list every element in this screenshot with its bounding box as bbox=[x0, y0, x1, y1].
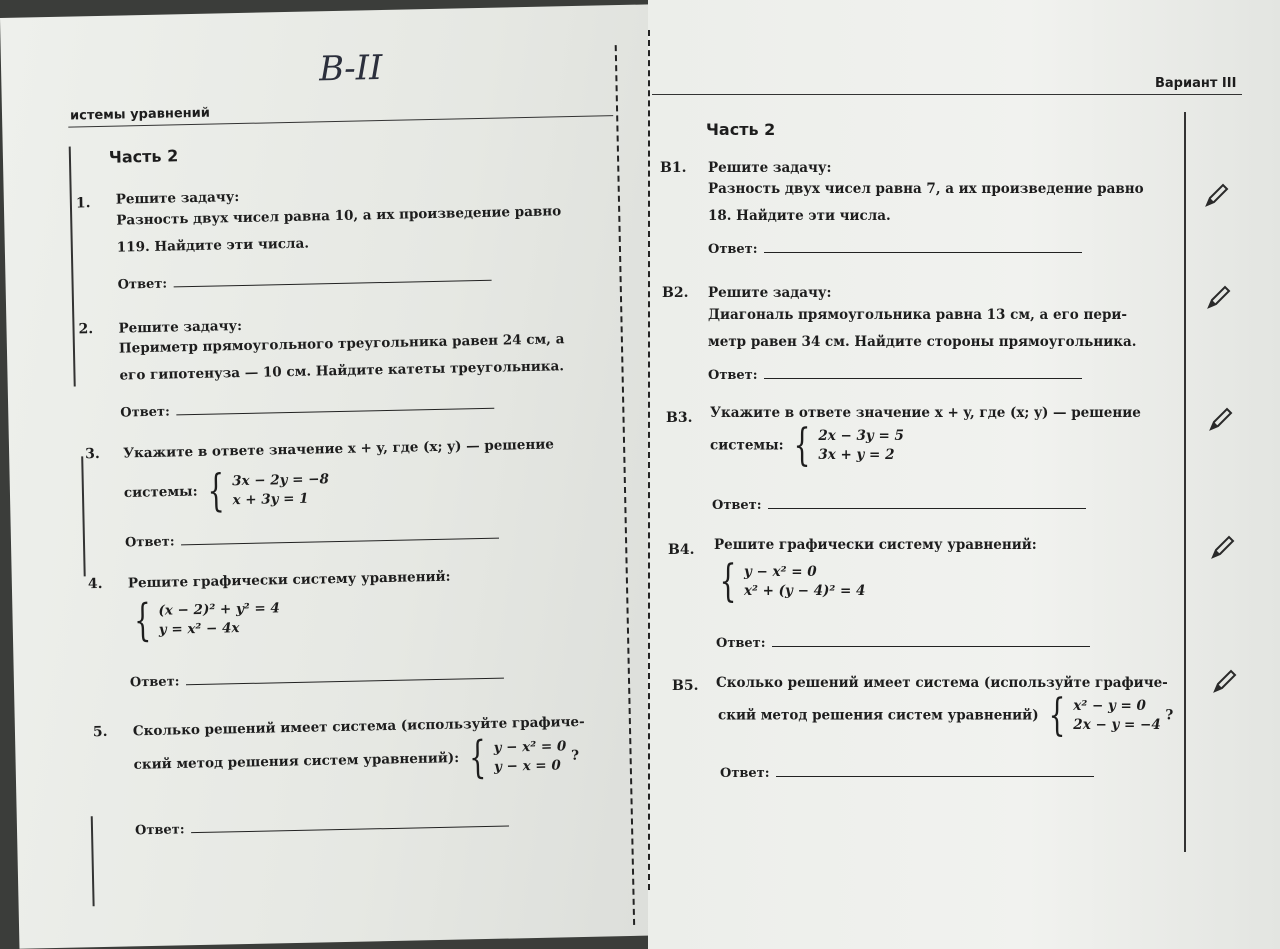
answer-line[interactable] bbox=[190, 816, 508, 834]
task-line: 18. Найдите эти числа. bbox=[708, 208, 891, 224]
task-number: B4. bbox=[668, 542, 695, 558]
task-line: Диагональ прямоугольника равна 13 см, а его пери- bbox=[708, 307, 1128, 323]
answer-line[interactable] bbox=[764, 242, 1082, 253]
right-task-b1-text bbox=[708, 176, 1144, 230]
left-task-3-title: Укажите в ответе значение x + y, где (x; y) — решение bbox=[122, 436, 555, 462]
equation: (x − 2)² + y² = 4 bbox=[158, 600, 281, 619]
left-task-1-title: Решите задачу: bbox=[115, 189, 240, 208]
left-task-4-title: Решите графически систему уравнений: bbox=[127, 568, 451, 592]
system-lead: системы: bbox=[123, 483, 198, 502]
task-number: 4. bbox=[87, 575, 103, 593]
handwritten-variant-mark: В-II bbox=[318, 48, 383, 90]
right-task-b3-system bbox=[710, 420, 904, 471]
right-task-b4-title: Решите графически систему уравнений: bbox=[714, 537, 1037, 553]
answer-label: Ответ: bbox=[708, 368, 758, 383]
answer-line[interactable] bbox=[176, 398, 494, 416]
brace-icon: { bbox=[719, 556, 737, 607]
task-line: Периметр прямоугольного треугольника равен 24 см, а bbox=[118, 331, 565, 357]
answer-label: Ответ: bbox=[716, 636, 766, 651]
right-page-fold-line bbox=[648, 30, 650, 890]
answer-label: Ответ: bbox=[134, 822, 185, 839]
equation: x² − y = 0 bbox=[1073, 698, 1146, 714]
brace-icon: { bbox=[793, 420, 811, 471]
right-task-b2-title: Решите задачу: bbox=[708, 285, 832, 301]
equation: x + 3y = 1 bbox=[232, 490, 309, 509]
equation-system bbox=[202, 465, 330, 517]
system-lead: ский метод решения систем уравнений) bbox=[718, 707, 1039, 724]
task-number: 5. bbox=[92, 723, 108, 741]
task-number: B1. bbox=[660, 160, 687, 176]
left-task-2-title: Решите задачу: bbox=[118, 318, 243, 337]
pencil-icon bbox=[1204, 182, 1230, 208]
task-line: Разность двух чисел равна 10, а их произведение равно bbox=[116, 203, 562, 229]
right-margin-bar bbox=[1184, 112, 1186, 852]
answer-label: Ответ: bbox=[117, 276, 168, 293]
answer-line[interactable] bbox=[772, 636, 1090, 647]
brace-icon: { bbox=[1048, 690, 1066, 741]
right-task-b1-title: Решите задачу: bbox=[708, 160, 832, 176]
answer-label: Ответ: bbox=[720, 766, 770, 781]
right-task-b4-answer[interactable] bbox=[716, 636, 1090, 651]
left-page-fold-line bbox=[615, 45, 635, 925]
right-task-b3-title: Укажите в ответе значение x + y, где (x; y) — решение bbox=[710, 405, 1141, 421]
right-part-title: Часть 2 bbox=[706, 120, 776, 139]
left-header-title: истемы уравнений bbox=[69, 105, 211, 124]
task-line: его гипотенуза — 10 см. Найдите катеты треугольника. bbox=[119, 358, 565, 384]
equation: 2x − y = −4 bbox=[1073, 717, 1161, 733]
brace-icon: { bbox=[468, 731, 487, 784]
task-number: 2. bbox=[78, 321, 94, 338]
left-task-1-text bbox=[116, 198, 562, 261]
equation: y − x = 0 bbox=[493, 757, 561, 775]
left-task-5-system bbox=[133, 731, 580, 787]
task-line: Разность двух чисел равна 7, а их произведение равно bbox=[708, 181, 1144, 197]
pencil-icon bbox=[1206, 284, 1232, 310]
task-number: B5. bbox=[672, 678, 699, 694]
left-task-1 bbox=[76, 192, 91, 211]
answer-line[interactable] bbox=[180, 528, 498, 546]
answer-label: Ответ: bbox=[712, 498, 762, 513]
pencil-icon bbox=[1210, 534, 1236, 560]
task-number: B2. bbox=[662, 285, 689, 301]
answer-label: Ответ: bbox=[129, 674, 180, 691]
task-number: B3. bbox=[666, 410, 693, 426]
left-task-3-system bbox=[124, 467, 330, 515]
brace-icon: { bbox=[207, 465, 226, 517]
answer-line[interactable] bbox=[185, 668, 503, 686]
system-lead: системы: bbox=[710, 437, 784, 454]
equation: y − x² = 0 bbox=[493, 738, 567, 756]
left-task-2-answer[interactable] bbox=[120, 398, 494, 421]
left-margin-bar bbox=[91, 816, 95, 906]
left-task-2-text bbox=[119, 326, 566, 389]
equation: y = x² − 4x bbox=[158, 620, 240, 638]
answer-label: Ответ: bbox=[120, 404, 170, 421]
equation-system bbox=[714, 556, 866, 607]
question-mark: ? bbox=[571, 747, 580, 764]
answer-line[interactable] bbox=[768, 498, 1086, 509]
left-part-title: Часть 2 bbox=[108, 146, 179, 167]
left-task-3-answer[interactable] bbox=[125, 528, 499, 551]
answer-label: Ответ: bbox=[124, 534, 175, 551]
equation-system bbox=[788, 420, 904, 471]
answer-line[interactable] bbox=[173, 270, 491, 288]
left-task-5-answer[interactable] bbox=[135, 816, 509, 839]
left-task-4-answer[interactable] bbox=[130, 668, 504, 691]
answer-label: Ответ: bbox=[708, 242, 758, 257]
equation-system bbox=[128, 594, 281, 647]
equation: 2x − 3y = 5 bbox=[818, 428, 904, 444]
right-task-b2-text bbox=[708, 302, 1136, 356]
right-task-b1-answer[interactable] bbox=[708, 242, 1082, 257]
right-page bbox=[648, 0, 1280, 949]
left-task-5-title: Сколько решений имеет система (используйте графиче- bbox=[132, 713, 585, 740]
question-mark: ? bbox=[1165, 707, 1174, 724]
equation: y − x² = 0 bbox=[744, 564, 817, 580]
system-lead: ский метод решения систем уравнений): bbox=[133, 750, 460, 773]
left-margin-bar bbox=[81, 456, 86, 576]
left-task-4-system bbox=[128, 594, 281, 647]
right-task-b2-answer[interactable] bbox=[708, 368, 1082, 383]
pencil-icon bbox=[1212, 668, 1238, 694]
equation-system bbox=[1043, 690, 1161, 741]
equation: 3x − 2y = −8 bbox=[231, 471, 330, 490]
answer-line[interactable] bbox=[776, 766, 1094, 777]
equation-system bbox=[463, 731, 567, 784]
task-number: 3. bbox=[84, 446, 100, 463]
right-header-rule bbox=[652, 94, 1242, 95]
right-header-title: Вариант III bbox=[1155, 76, 1237, 91]
right-task-b4-system bbox=[714, 556, 866, 607]
equation: x² + (y − 4)² = 4 bbox=[744, 583, 866, 599]
equation: 3x + y = 2 bbox=[818, 447, 895, 463]
left-page bbox=[0, 4, 669, 948]
task-line: 119. Найдите эти числа. bbox=[116, 235, 310, 256]
right-task-b5-answer[interactable] bbox=[720, 766, 1094, 781]
right-task-b5-system bbox=[718, 690, 1174, 741]
right-task-b5-title: Сколько решений имеет система (используйте графиче- bbox=[716, 675, 1168, 691]
task-line: метр равен 34 см. Найдите стороны прямоугольника. bbox=[708, 334, 1137, 350]
brace-icon: { bbox=[133, 594, 152, 647]
answer-line[interactable] bbox=[764, 368, 1082, 379]
left-task-1-answer[interactable] bbox=[117, 270, 491, 293]
right-task-b3-answer[interactable] bbox=[712, 498, 1086, 513]
task-number: 1. bbox=[75, 195, 91, 212]
left-margin-bar bbox=[69, 147, 76, 387]
pencil-icon bbox=[1208, 406, 1234, 432]
